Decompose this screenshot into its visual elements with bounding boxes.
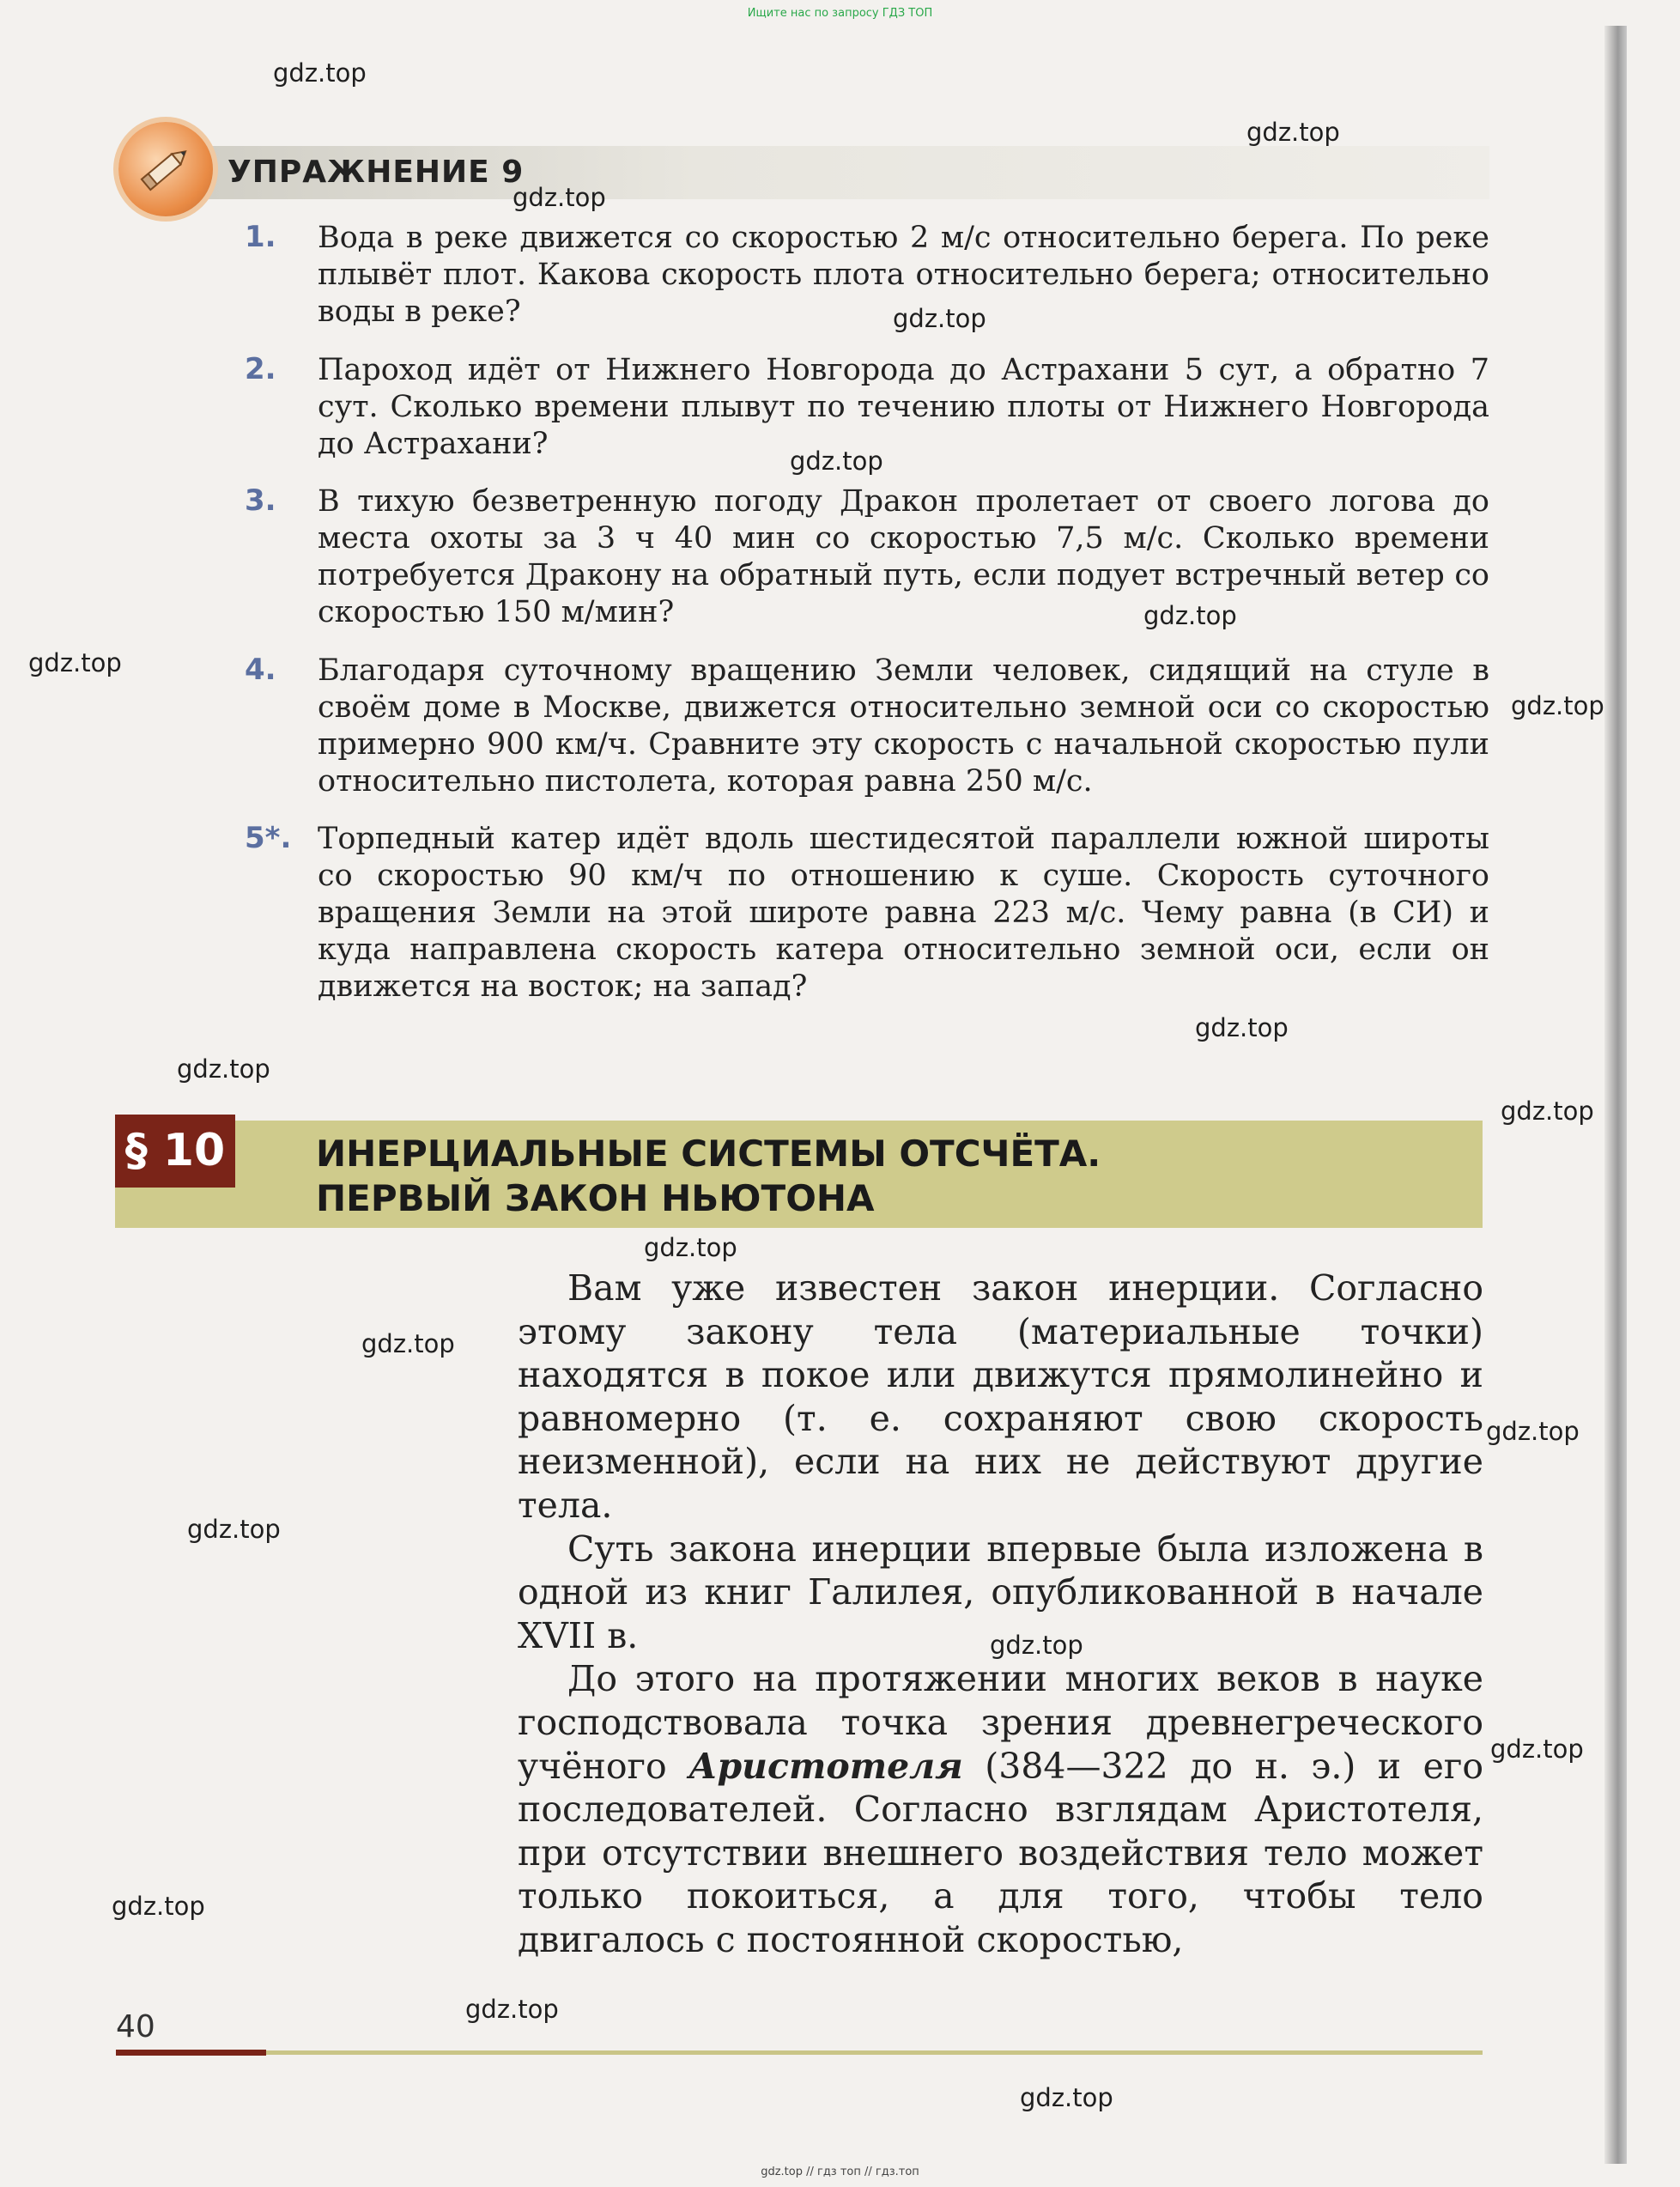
task-item xyxy=(245,483,1489,631)
watermark: gdz.top xyxy=(1020,2083,1113,2112)
watermark: gdz.top xyxy=(1195,1013,1289,1042)
paragraph-text: До этого на протяжении многих веков в науке господствовала точка зрения древнегреческого учёного xyxy=(518,1658,1483,1787)
task-text: В тихую безветренную погоду Дракон пролетает от своего логова до места охоты за 3 ч 40 мин со скоростью 7,5 м/с. Сколько времени потребуется Дракону на обратный путь, если подует встречный ветер со скоростью 150 м/мин? xyxy=(318,484,1489,629)
watermark: gdz.top xyxy=(512,183,606,212)
watermark: gdz.top xyxy=(177,1054,270,1084)
task-number: 5*. xyxy=(245,821,292,855)
section-title-line1: ИНЕРЦИАЛЬНЫЕ СИСТЕМЫ ОТСЧЁТА. xyxy=(316,1133,1101,1175)
watermark: gdz.top xyxy=(990,1631,1083,1660)
watermark: gdz.top xyxy=(361,1329,455,1358)
task-number: 2. xyxy=(245,352,276,386)
paragraph xyxy=(518,1657,1483,1961)
watermark: gdz.top xyxy=(790,447,883,476)
task-text: Благодаря суточному вращению Земли человек, сидящий на стуле в своём доме в Москве, движется относительно земной оси со скоростью примерно 900 км/ч. Сравните эту скорость с начальной скоростью пули относительно пистолета, которая равна 250 м/с. xyxy=(318,653,1489,799)
section-title-line2: ПЕРВЫЙ ЗАКОН НЬЮТОНА xyxy=(316,1177,875,1219)
watermark: gdz.top xyxy=(644,1233,737,1262)
paragraph-text: (384—322 до н. э.) и его последователей. Согласно взглядам Аристотеля, при отсутствии внешнего воздействия тело может только покоиться, а для того, чтобы тело двигалось с постоянной скоростью, xyxy=(518,1745,1483,1960)
paragraph: Вам уже известен закон инерции. Согласно этому закону тела (материальные точки) находятся в покое или движутся прямолинейно и равномерно (т. е. сохраняют свою скорость неизменной), если на них не действуют другие тела. xyxy=(518,1267,1483,1526)
watermark: gdz.top xyxy=(465,1995,559,2024)
watermark: gdz.top xyxy=(1490,1734,1584,1764)
section-body xyxy=(518,1267,1483,1962)
watermark: gdz.top xyxy=(1501,1097,1594,1126)
page-edge-shadow xyxy=(1604,26,1627,2164)
watermark: gdz.top xyxy=(187,1515,281,1544)
footer-rule xyxy=(266,2050,1483,2055)
task-number: 1. xyxy=(245,220,276,254)
task-item xyxy=(245,653,1489,800)
task-text: Пароход идёт от Нижнего Новгорода до Астрахани 5 сут, а обратно 7 сут. Сколько времени плывут по течению плоты от Нижнего Новгорода до Астрахани? xyxy=(318,353,1489,461)
task-number: 4. xyxy=(245,653,276,687)
watermark: gdz.top xyxy=(1246,118,1340,147)
watermark: gdz.top xyxy=(28,648,122,677)
task-item xyxy=(245,821,1489,1005)
task-text: Торпедный катер идёт вдоль шестидесятой параллели южной широты со скоростью 90 км/ч по отношению к суше. Скорость суточного вращения Земли на этой широте равна 223 м/с. Чему равна (в СИ) и куда направлена скорость катера относительно земной оси, если он движется на восток; на запад? xyxy=(318,822,1489,1004)
section-title xyxy=(316,1132,1101,1221)
watermark: gdz.top xyxy=(273,58,367,88)
task-number: 3. xyxy=(245,483,276,518)
watermark: gdz.top xyxy=(893,304,986,333)
task-text: Вода в реке движется со скоростью 2 м/с относительно берега. По реке плывёт плот. Какова скорость плота относительно берега; относительно воды в реке? xyxy=(318,221,1489,329)
page-number: 40 xyxy=(116,2009,155,2044)
paragraph: Суть закона инерции впервые была изложена в одной из книг Галилея, опубликованной в начале XVII в. xyxy=(518,1528,1483,1656)
top-note: Ищите нас по запросу ГДЗ ТОП xyxy=(747,7,933,20)
pencil-icon xyxy=(118,122,213,216)
watermark: gdz.top xyxy=(112,1892,205,1921)
task-item xyxy=(245,220,1489,331)
bottom-note: gdz.top // гдз топ // гдз.топ xyxy=(761,2166,919,2178)
watermark: gdz.top xyxy=(1143,601,1237,630)
footer-rule-accent xyxy=(116,2050,266,2056)
exercise-title: УПРАЖНЕНИЕ 9 xyxy=(227,155,525,190)
highlighted-name: Аристотеля xyxy=(688,1745,963,1787)
section-number-badge: § 10 xyxy=(115,1115,235,1188)
watermark: gdz.top xyxy=(1486,1417,1580,1446)
watermark: gdz.top xyxy=(1511,691,1604,720)
